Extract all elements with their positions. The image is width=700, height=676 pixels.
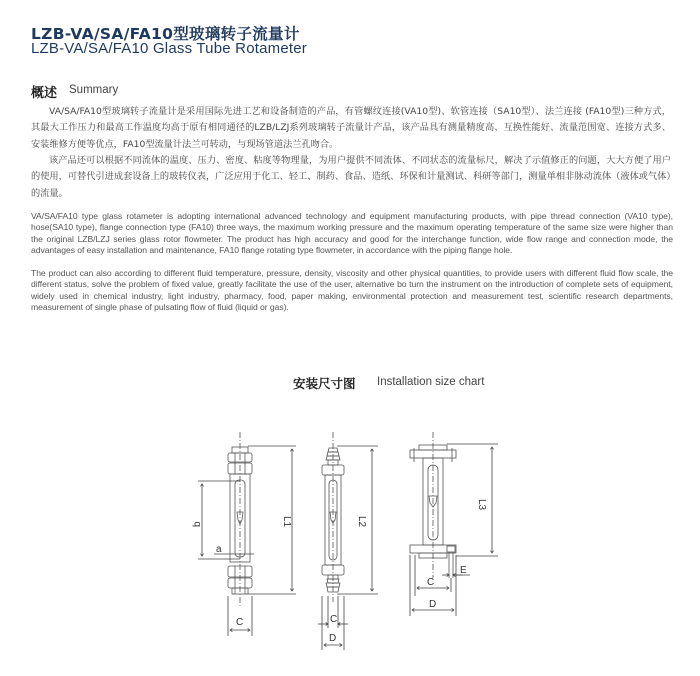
va10-rotameter-drawing — [228, 432, 252, 608]
va10-label-b: b — [192, 521, 203, 527]
va10-dimension-lines — [198, 446, 296, 636]
fa10-label-d: D — [429, 599, 437, 610]
installation-heading-en: Installation size chart — [377, 376, 485, 388]
fa10-label-c: C — [427, 577, 435, 588]
summary-heading-cn: 概述 — [31, 86, 58, 101]
page-title-en: LZB-VA/SA/FA10 Glass Tube Rotameter — [31, 40, 308, 57]
sa10-dimension-lines — [318, 446, 378, 650]
sa10-label-c: C — [330, 614, 338, 625]
sa10-rotameter-drawing — [322, 432, 344, 602]
va10-label-c: C — [236, 617, 244, 628]
sa10-label-d: D — [329, 633, 337, 644]
summary-en-paragraph-2: The product can also according to different fluid temperature, pressure, density, viscosity and other physical quantities, to provide users with different fluid flow scale, the different status, solve the problem of fixed value, greatly facilitate the use of the user, alternative bo turn the instrument on the introduction of complete sets of equipment, widely used in chemical industry, light industry, pharmacy, food, paper making, environmental protection and measurement test, scientific research departments, measurement of single phase of pulsating flow of fluid (liquid or gas). — [31, 268, 673, 312]
va10-label-a: a — [216, 544, 222, 555]
page-title-cn: LZB-VA/SA/FA10型玻璃转子流量计 — [31, 25, 300, 43]
summary-heading-en: Summary — [69, 84, 119, 96]
installation-heading-cn: 安装尺寸图 — [293, 376, 356, 391]
fa10-label-e: E — [460, 565, 467, 576]
fa10-label-l3: L3 — [476, 499, 487, 511]
fa10-rotameter-drawing — [410, 432, 456, 578]
summary-en-paragraph-1: VA/SA/FA10 type glass rotameter is adopting international advanced technology and equipment manufacturing products, with pipe thread connection (VA10 type), hose(SA10 type), flange connection type (FA10) three ways, the maximum working pressure and the maximum operating temperature of the same size were higher than the original LZB/LZJ series glass rotor flowmeter. The product has high accuracy and good for the interchange function, wide flow range and connection mode, the advantages of easy installation and maintenance, FA10 flange rotating type flowmeter, in accordance with the piping flange hole. — [31, 211, 673, 255]
summary-cn-paragraph-2: 该产品还可以根据不同流体的温度、压力、密度、粘度等物理量，为用户提供不同流体、不同状态的流量标尺，解决了示值修正的问题，大大方便了用户的使用，可替代引进成套设备上的玻转仪表，广泛应用于化工、轻工、制药、食品、造纸、环保和计量测试、科研等部门，测量单相非脉动流体（液体或气体）的流量。 — [31, 155, 671, 199]
sa10-label-l2: L2 — [356, 516, 367, 528]
va10-label-l1: L1 — [281, 516, 292, 528]
summary-cn-paragraph-1: VA/SA/FA10型玻璃转子流量计是采用国际先进工艺和设备制造的产品，有管螺纹连接(VA10型)、软管连接（SA10型）、法兰连接 (FA10型)三种方式，其最大工作压力和最高工作温度均高于原有相同通径的LZB/LZJ系列玻璃转子流量计产品，该产品具有测量精度高、互换性能好、流量范围宽、连接方式多、安装维修方便等优点，FA10型流量计法兰可转动，与现场管道法兰孔吻合。 — [31, 106, 671, 150]
